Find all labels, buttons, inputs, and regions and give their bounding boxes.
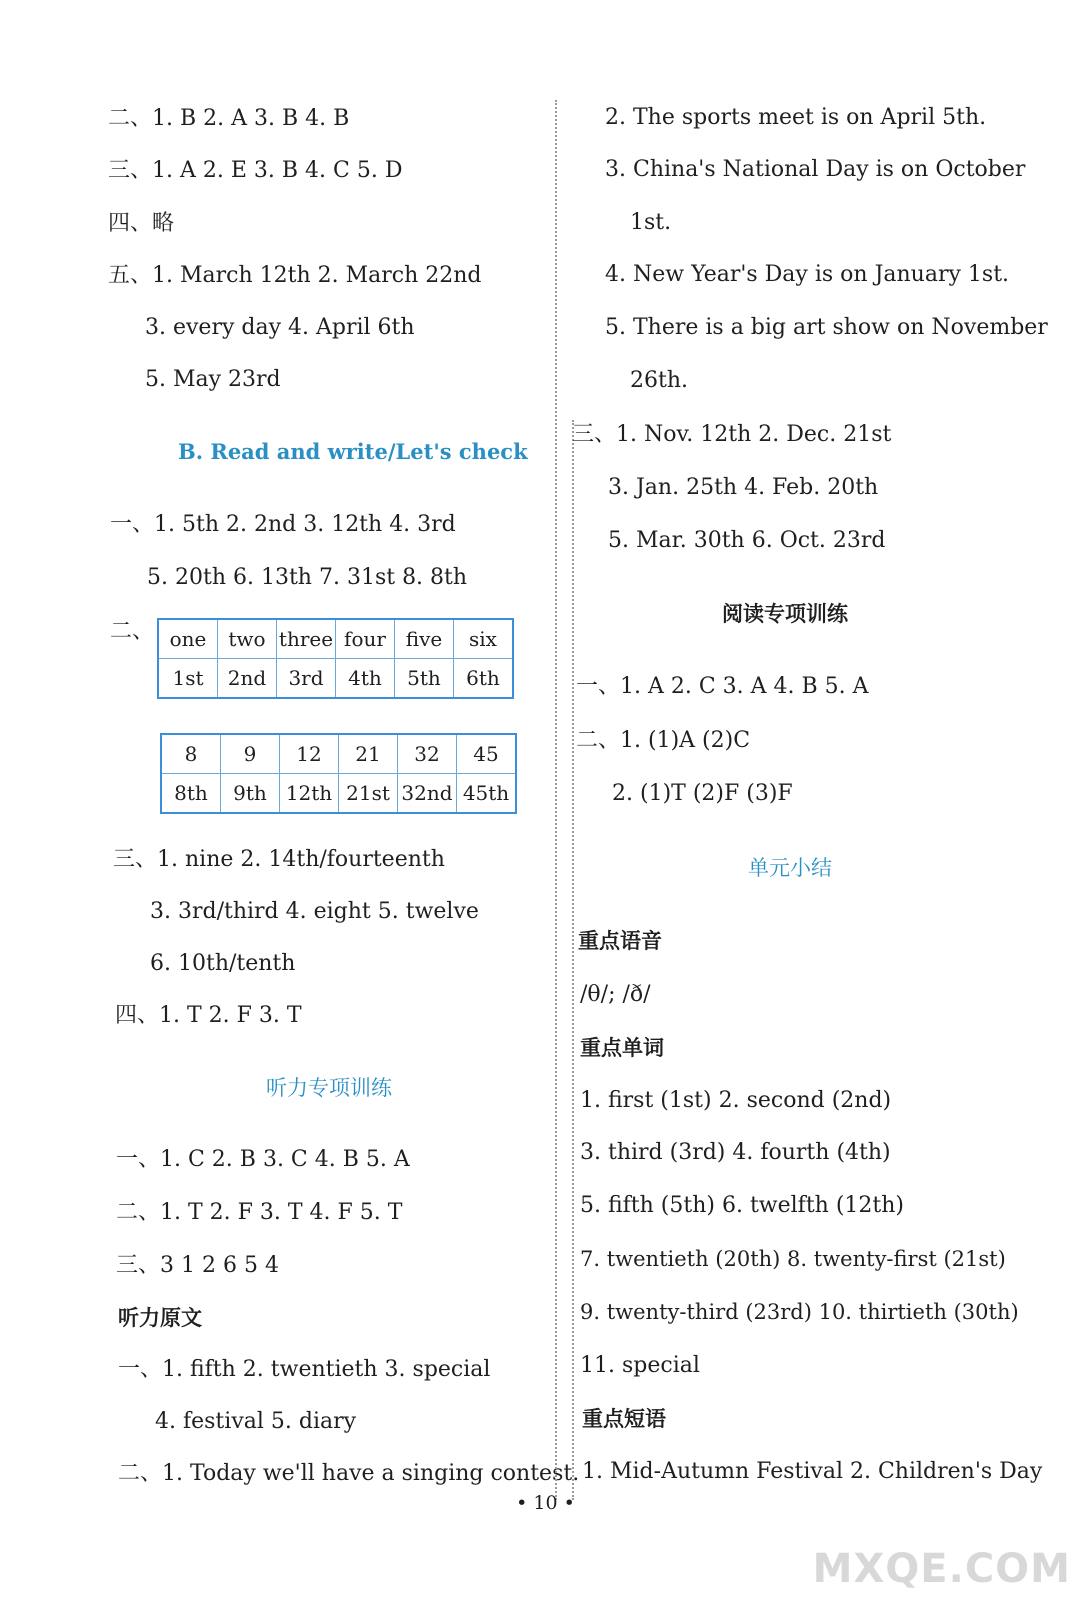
word-line: 3. third (3rd) 4. fourth (4th) <box>580 1140 891 1165</box>
table-cell: two <box>218 619 277 659</box>
answer-line: 2. (1)T (2)F (3)F <box>612 781 793 806</box>
table-cell: 8th <box>161 774 221 814</box>
table-cell: one <box>158 619 218 659</box>
column-divider <box>572 420 574 1500</box>
subheading-phrases: 重点短语 <box>582 1407 666 1431</box>
page-number: • 10 • <box>516 1492 575 1514</box>
word-line: 5. fifth (5th) 6. twelfth (12th) <box>580 1193 904 1218</box>
answer-line: 3. 3rd/third 4. eight 5. twelve <box>150 899 479 924</box>
table-cell: four <box>336 619 395 659</box>
answer-line: 5. Mar. 30th 6. Oct. 23rd <box>608 528 886 553</box>
word-line: 7. twentieth (20th) 8. twenty-first (21st) <box>580 1247 1006 1271</box>
answer-line: 二、1. (1)A (2)C <box>576 728 751 753</box>
table-cell: six <box>454 619 514 659</box>
answer-line: 二、1. Today we'll have a singing contest. <box>118 1461 580 1486</box>
table-cell: 12th <box>280 774 339 814</box>
table-cell: 9th <box>221 774 280 814</box>
answer-line: 4. New Year's Day is on January 1st. <box>605 262 1010 287</box>
table-cell: 1st <box>158 659 218 699</box>
answer-line: 3. Jan. 25th 4. Feb. 20th <box>608 475 879 500</box>
watermark: MXQE.COM <box>812 1546 1071 1592</box>
subheading-listening-script: 听力原文 <box>118 1306 202 1330</box>
table-cell: 4th <box>336 659 395 699</box>
column-divider <box>555 100 557 1500</box>
answer-line: 三、1. A 2. E 3. B 4. C 5. D <box>108 158 403 183</box>
answer-line: 一、1. A 2. C 3. A 4. B 5. A <box>576 674 869 699</box>
answer-line: 1st. <box>630 210 672 235</box>
answer-line: 26th. <box>630 368 688 393</box>
section-heading-listening: 听力专项训练 <box>266 1076 392 1100</box>
answer-line: 3. every day 4. April 6th <box>145 315 415 340</box>
phonics-line: /θ/; /ð/ <box>580 982 651 1007</box>
answer-line: 6. 10th/tenth <box>150 951 296 976</box>
answer-line: 三、1. Nov. 12th 2. Dec. 21st <box>572 422 892 447</box>
section-heading-b: B. Read and write/Let's check <box>178 439 528 464</box>
answer-line: 二、1. B 2. A 3. B 4. B <box>108 106 350 131</box>
word-line: 9. twenty-third (23rd) 10. thirtieth (30th) <box>580 1300 1019 1324</box>
answer-line: 3. China's National Day is on October <box>605 157 1026 182</box>
subheading-phonics: 重点语音 <box>578 929 662 953</box>
answer-line: 二、1. T 2. F 3. T 4. F 5. T <box>116 1200 403 1225</box>
answer-line: 四、略 <box>108 211 175 236</box>
section-heading-reading: 阅读专项训练 <box>722 602 848 626</box>
table-cell: three <box>277 619 336 659</box>
answer-line: 2. The sports meet is on April 5th. <box>605 105 987 130</box>
table-cell: 8 <box>161 734 221 774</box>
word-line: 1. first (1st) 2. second (2nd) <box>580 1088 892 1113</box>
answer-line: 5. There is a big art show on November <box>605 315 1048 340</box>
table-cell: 32nd <box>398 774 457 814</box>
table-cell: 6th <box>454 659 514 699</box>
table-cell: 12 <box>280 734 339 774</box>
table-cell: 21 <box>339 734 398 774</box>
table-cell: 45 <box>457 734 517 774</box>
answer-line: 一、1. fifth 2. twentieth 3. special <box>118 1357 491 1382</box>
table-cell: 3rd <box>277 659 336 699</box>
table-cell: 2nd <box>218 659 277 699</box>
word-line: 11. special <box>580 1353 700 1378</box>
answer-line: 四、1. T 2. F 3. T <box>115 1003 302 1028</box>
section-heading-summary: 单元小结 <box>748 856 832 880</box>
ordinal-table-1 <box>157 618 514 699</box>
phrase-line: 1. Mid-Autumn Festival 2. Children's Day <box>582 1459 1043 1484</box>
answer-line: 三、3 1 2 6 5 4 <box>116 1253 279 1278</box>
table-cell: 9 <box>221 734 280 774</box>
answer-label: 二、 <box>110 619 155 644</box>
answer-line: 一、1. 5th 2. 2nd 3. 12th 4. 3rd <box>110 512 456 537</box>
subheading-words: 重点单词 <box>580 1036 664 1060</box>
table-cell: 5th <box>395 659 454 699</box>
answer-line: 三、1. nine 2. 14th/fourteenth <box>113 847 445 872</box>
ordinal-table-2 <box>160 733 517 814</box>
table-cell: five <box>395 619 454 659</box>
answer-line: 5. May 23rd <box>145 367 281 392</box>
table-cell: 21st <box>339 774 398 814</box>
answer-line: 4. festival 5. diary <box>155 1409 357 1434</box>
answer-line: 五、1. March 12th 2. March 22nd <box>108 263 482 288</box>
table-cell: 45th <box>457 774 517 814</box>
answer-line: 5. 20th 6. 13th 7. 31st 8. 8th <box>147 565 468 590</box>
answer-line: 一、1. C 2. B 3. C 4. B 5. A <box>116 1147 410 1172</box>
table-cell: 32 <box>398 734 457 774</box>
